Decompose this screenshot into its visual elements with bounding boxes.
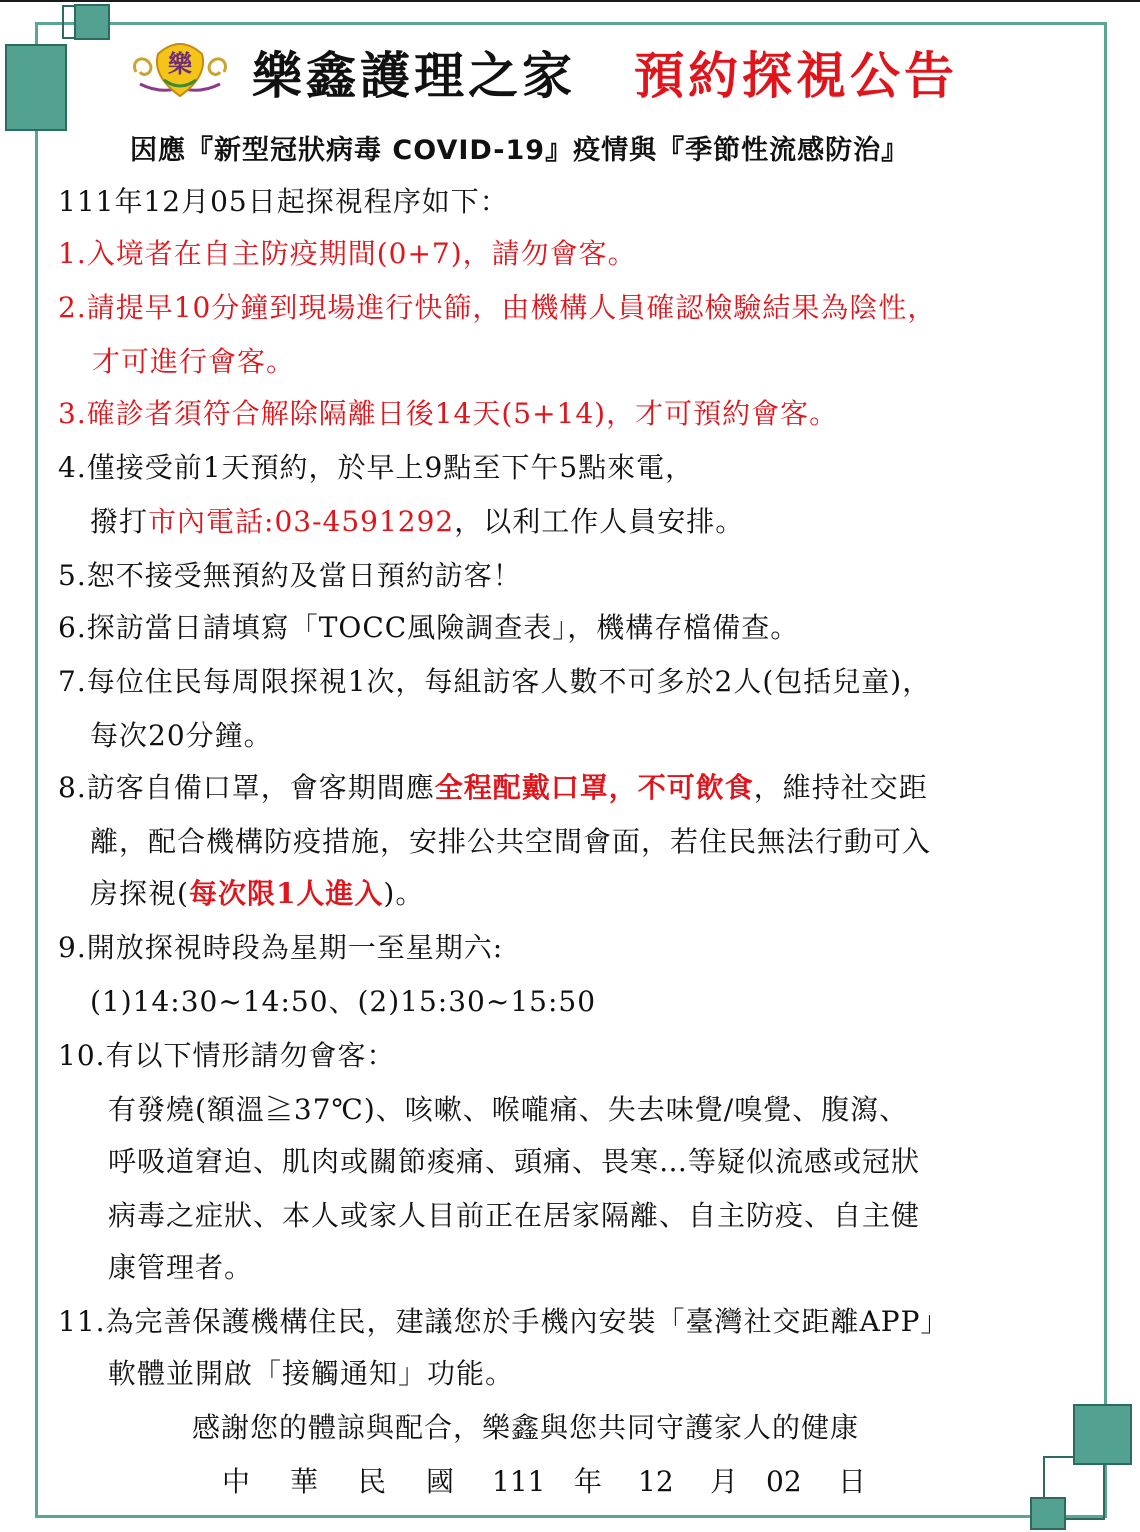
rule-8-line-1	[58, 766, 928, 806]
rule-7-line-1: 7.每位住民每周限探視1次，每組訪客人數不可多於2人(包括兒童)，	[58, 665, 932, 698]
rule-1: 1.入境者在自主防疫期間(0+7)，請勿會客。	[58, 237, 637, 270]
rule-4-arrange-text: ，以利工作人員安排。	[454, 505, 745, 538]
rule-2-line-2: 才可進行會客。	[92, 345, 296, 378]
rule-8-line-2: 離，配合機構防疫措施，安排公共空間會面，若住民無法行動可入	[90, 825, 932, 858]
date-year: 111	[492, 1465, 546, 1498]
date-day: 02	[766, 1465, 802, 1498]
notice-title: 預約探視公告	[634, 46, 958, 105]
rule-11-line-2: 軟體並開啟「接觸通知」功能。	[108, 1357, 515, 1390]
date-year-unit: 年	[574, 1465, 603, 1498]
rule-10-line-2: 呼吸道窘迫、肌肉或關節痠痛、頭痛、畏寒…等疑似流感或冠狀	[108, 1145, 921, 1178]
rule-8-room-text: 房探視(	[90, 877, 189, 910]
rule-3: 3.確診者須符合解除隔離日後14天(5+14)，才可預約會客。	[58, 397, 839, 430]
intro-line: 111年12月05日起探視程序如下：	[58, 185, 509, 218]
rule-6: 6.探訪當日請填寫「TOCC風險調查表」，機構存檔備查。	[58, 611, 800, 644]
corner-square-top-left-large	[5, 44, 67, 131]
logo-glyph: 樂	[168, 49, 192, 78]
corner-square-top-left-small	[74, 4, 110, 40]
rule-8-distance-text: ，維持社交距	[753, 771, 928, 804]
date-char-3: 民	[358, 1465, 387, 1498]
date-char-4: 國	[426, 1465, 455, 1498]
rule-2-line-1: 2.請提早10分鐘到現場進行快篩，由機構人員確認檢驗結果為陰性，	[58, 291, 937, 324]
subtitle: 因應『新型冠狀病毒 COVID-19』疫情與『季節性流感防治』	[130, 135, 910, 166]
facility-name: 樂鑫護理之家	[252, 46, 576, 105]
rule-4-line-1: 4.僅接受前1天預約，於早上9點至下午5點來電，	[58, 451, 695, 484]
date-char-1: 中	[222, 1465, 251, 1498]
rule-8-lead-text: 8.訪客自備口罩，會客期間應	[58, 771, 435, 804]
rule-4-dial-text: 撥打	[90, 505, 149, 538]
date-char-2: 華	[290, 1465, 319, 1498]
notice-header	[130, 28, 1010, 108]
rule-10-line-4: 康管理者。	[108, 1251, 254, 1284]
rule-5: 5.恕不接受無預約及當日預約訪客！	[58, 559, 522, 592]
rule-8-line-3	[90, 872, 424, 912]
closing-message: 感謝您的體諒與配合，樂鑫與您共同守護家人的健康	[192, 1411, 860, 1444]
phone-number: 市內電話:03-4591292	[148, 505, 455, 538]
one-person-limit: 每次限1人進入	[188, 877, 384, 910]
date-day-unit: 日	[838, 1465, 867, 1498]
rule-7-line-2: 每次20分鐘。	[90, 719, 273, 752]
date-month: 12	[638, 1465, 674, 1498]
rule-11-line-1: 11.為完善保護機構住民，建議您於手機內安裝「臺灣社交距離APP」	[58, 1305, 950, 1338]
top-border-line	[0, 0, 1140, 2]
rule-8-end-text: )。	[383, 877, 425, 910]
mask-requirement: 全程配戴口罩，不可飲食	[434, 771, 754, 804]
notice-date	[222, 1460, 868, 1500]
rule-10-heading: 10.有以下情形請勿會客：	[58, 1039, 396, 1072]
rule-10-line-1: 有發燒(額溫≧37℃)、咳嗽、喉嚨痛、失去味覺/嗅覺、腹瀉、	[108, 1093, 909, 1126]
rule-9-line-1: 9.開放探視時段為星期一至星期六:	[58, 931, 504, 964]
date-month-unit: 月	[710, 1465, 739, 1498]
corner-square-bottom-right-large	[1073, 1404, 1132, 1465]
rule-4-line-2	[90, 500, 744, 540]
visiting-times: (1)14:30~14:50、(2)15:30~15:50	[90, 985, 597, 1018]
nursing-home-logo	[130, 32, 230, 100]
rule-10-line-3: 病毒之症狀、本人或家人目前正在居家隔離、自主防疫、自主健	[108, 1199, 921, 1232]
corner-square-bottom-right-small	[1030, 1497, 1066, 1530]
